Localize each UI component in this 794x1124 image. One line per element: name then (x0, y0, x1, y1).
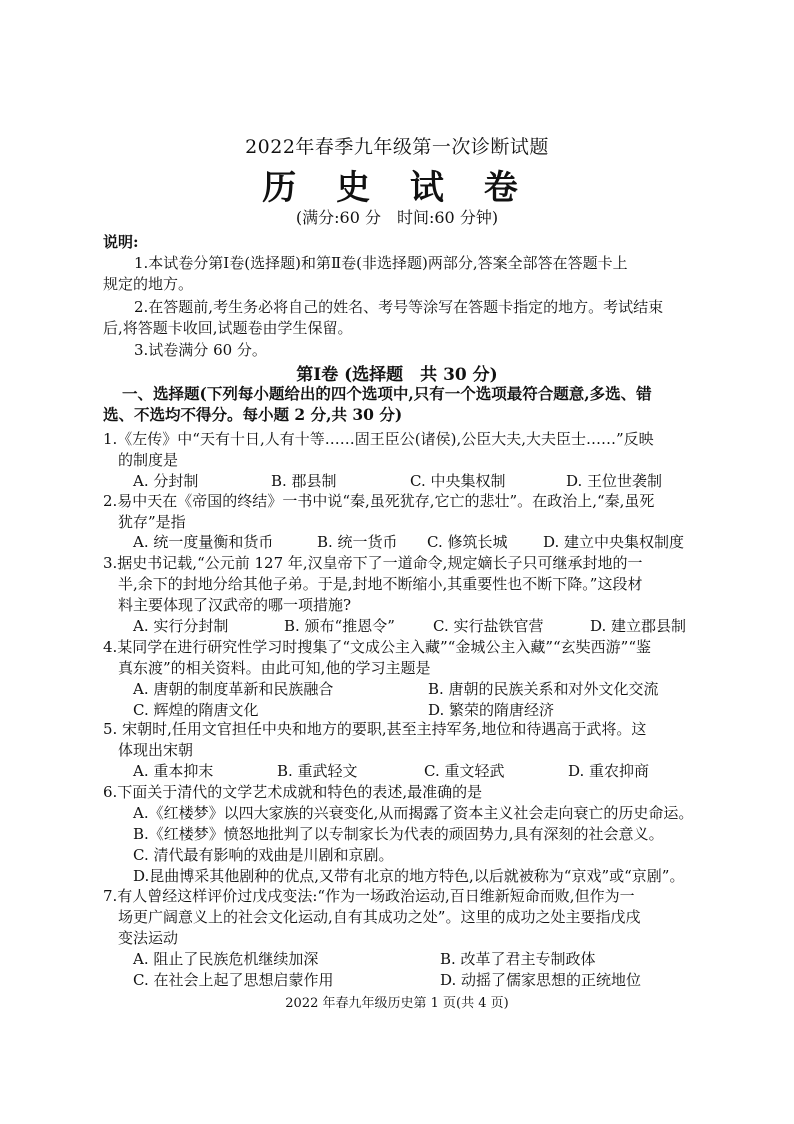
question-2-options (0, 532, 794, 552)
question-7-stem-2: 场更广阔意义上的社会文化运动,自有其成功之处”。这里的成功之处主要指戊戌 (103, 908, 641, 926)
question-4-stem-1: 4.某同学在进行研究性学习时搜集了“文成公主入藏”“金城公主入藏”“玄奘西游”“鉴 (103, 638, 651, 656)
subject-title: 历 史 试 卷 (262, 168, 532, 208)
instruction-1b: 规定的地方。 (103, 275, 194, 293)
question-7-options (0, 949, 794, 991)
question-5-option-b[interactable]: B. 重武轻文 (277, 762, 358, 780)
question-5-option-d[interactable]: D. 重农抑商 (568, 762, 650, 780)
question-4-options (0, 679, 794, 721)
question-4-option-a[interactable]: A. 唐朝的制度革新和民族融合 (133, 680, 334, 698)
question-4-option-b[interactable]: B. 唐朝的民族关系和对外文化交流 (428, 680, 659, 698)
question-1-option-b[interactable]: B. 郡县制 (271, 472, 337, 490)
question-1-option-d[interactable]: D. 王位世袭制 (566, 472, 663, 490)
question-4-stem-2: 真东渡”的相关资料。由此可知,他的学习主题是 (103, 659, 431, 677)
question-7-option-c[interactable]: C. 在社会上起了思想启蒙作用 (133, 971, 334, 989)
question-5-options (0, 761, 794, 781)
page-footer: 2022 年春九年级历史第 1 页(共 4 页) (285, 996, 509, 1011)
question-5-stem-2: 体现出宋朝 (103, 741, 194, 759)
question-3-stem-1: 3.据史书记载,“公元前 127 年,汉皇帝下了一道命令,规定嫡长子只可继承封地的一 (103, 554, 643, 572)
question-5-option-a[interactable]: A. 重本抑末 (133, 762, 214, 780)
question-2-stem-1: 2.易中天在《帝国的终结》一书中说“秦,虽死犹存,它亡的悲壮”。在政治上,“秦,虽死 (103, 492, 655, 510)
section-intro-b: 选、不选均不得分。每小题 2 分,共 30 分) (103, 405, 403, 424)
question-7-stem-1: 7.有人曾经这样评价过戊戌变法:“作为一场政治运动,百日维新短命而败,但作为一 (103, 887, 635, 905)
instruction-3: 3.试卷满分 60 分。 (134, 341, 267, 359)
question-3-stem-3: 料主要体现了汉武帝的哪一项措施? (103, 596, 352, 614)
question-5-option-c[interactable]: C. 重文轻武 (424, 762, 505, 780)
question-2-stem-2: 犹存”是指 (103, 513, 186, 531)
question-3-stem-2: 半,余下的封地分给其他子弟。于是,封地不断缩小,其重要性也不断下降。”这段材 (103, 575, 643, 593)
question-7-option-a[interactable]: A. 阻止了民族危机继续加深 (133, 950, 319, 968)
question-2-option-c[interactable]: C. 修筑长城 (427, 533, 508, 551)
section-intro-a: 一、选择题(下列每小题给出的四个选项中,只有一个选项最符合题意,多选、错 (122, 384, 652, 403)
instruction-1a: 1.本试卷分第Ⅰ卷(选择题)和第Ⅱ卷(非选择题)两部分,答案全部答在答题卡上 (134, 254, 628, 272)
instructions-label: 说明: (103, 233, 139, 251)
question-3-option-b[interactable]: B. 颁布“推恩令” (284, 617, 395, 635)
question-7-stem-3: 变法运动 (103, 929, 179, 947)
question-3-option-a[interactable]: A. 实行分封制 (133, 617, 229, 635)
question-6-option-c[interactable]: C. 清代最有影响的戏曲是川剧和京剧。 (133, 846, 394, 864)
question-7-option-b[interactable]: B. 改革了君主专制政体 (440, 950, 596, 968)
question-3-option-d[interactable]: D. 建立郡县制 (590, 617, 687, 635)
question-6-stem-1: 6.下面关于清代的文学艺术成就和特色的表述,最准确的是 (103, 783, 483, 801)
question-1-option-a[interactable]: A. 分封制 (133, 472, 199, 490)
instruction-2a: 2.在答题前,考生务必将自己的姓名、考号等涂写在答题卡指定的地方。考试结束 (134, 298, 664, 316)
question-1-option-c[interactable]: C. 中央集权制 (410, 472, 506, 490)
question-6-options (0, 803, 794, 887)
question-1-stem-1: 1.《左传》中“天有十日,人有十等……固王臣公(诸侯),公臣大夫,大夫臣士……”反映 (103, 430, 654, 448)
question-3-option-c[interactable]: C. 实行盐铁官营 (433, 617, 544, 635)
question-5-stem-1: 5. 宋朝时,任用文官担任中央和地方的要职,甚至主持军务,地位和待遇高于武将。这 (103, 720, 647, 738)
instruction-2b: 后,将答题卡收回,试题卷由学生保留。 (103, 319, 353, 337)
question-6-option-a[interactable]: A.《红楼梦》以四大家族的兴衰变化,从而揭露了资本主义社会走向衰亡的历史命运。 (133, 804, 694, 822)
question-1-options (0, 471, 794, 491)
question-4-option-d[interactable]: D. 繁荣的隋唐经济 (428, 701, 555, 719)
question-6-option-d[interactable]: D.昆曲博采其他剧种的优点,又带有北京的地方特色,以后就被称为“京戏”或“京剧”。 (133, 867, 685, 885)
question-6-option-b[interactable]: B.《红楼梦》愤怒地批判了以专制家长为代表的顽固势力,具有深刻的社会意义。 (133, 825, 664, 843)
question-7-option-d[interactable]: D. 动摇了儒家思想的正统地位 (440, 971, 642, 989)
question-4-option-c[interactable]: C. 辉煌的隋唐文化 (133, 701, 259, 719)
question-3-options (0, 616, 794, 636)
question-2-option-d[interactable]: D. 建立中央集权制度 (543, 533, 685, 551)
exam-title: 2022年春季九年级第一次诊断试题 (245, 136, 549, 158)
question-2-option-a[interactable]: A. 统一度量衡和货币 (133, 533, 274, 551)
question-1-stem-2: 的制度是 (103, 451, 179, 469)
section-title: 第Ⅰ卷 (选择题 共 30 分) (296, 365, 498, 385)
question-2-option-b[interactable]: B. 统一货币 (317, 533, 398, 551)
exam-meta: (满分:60 分 时间:60 分钟) (295, 208, 499, 227)
